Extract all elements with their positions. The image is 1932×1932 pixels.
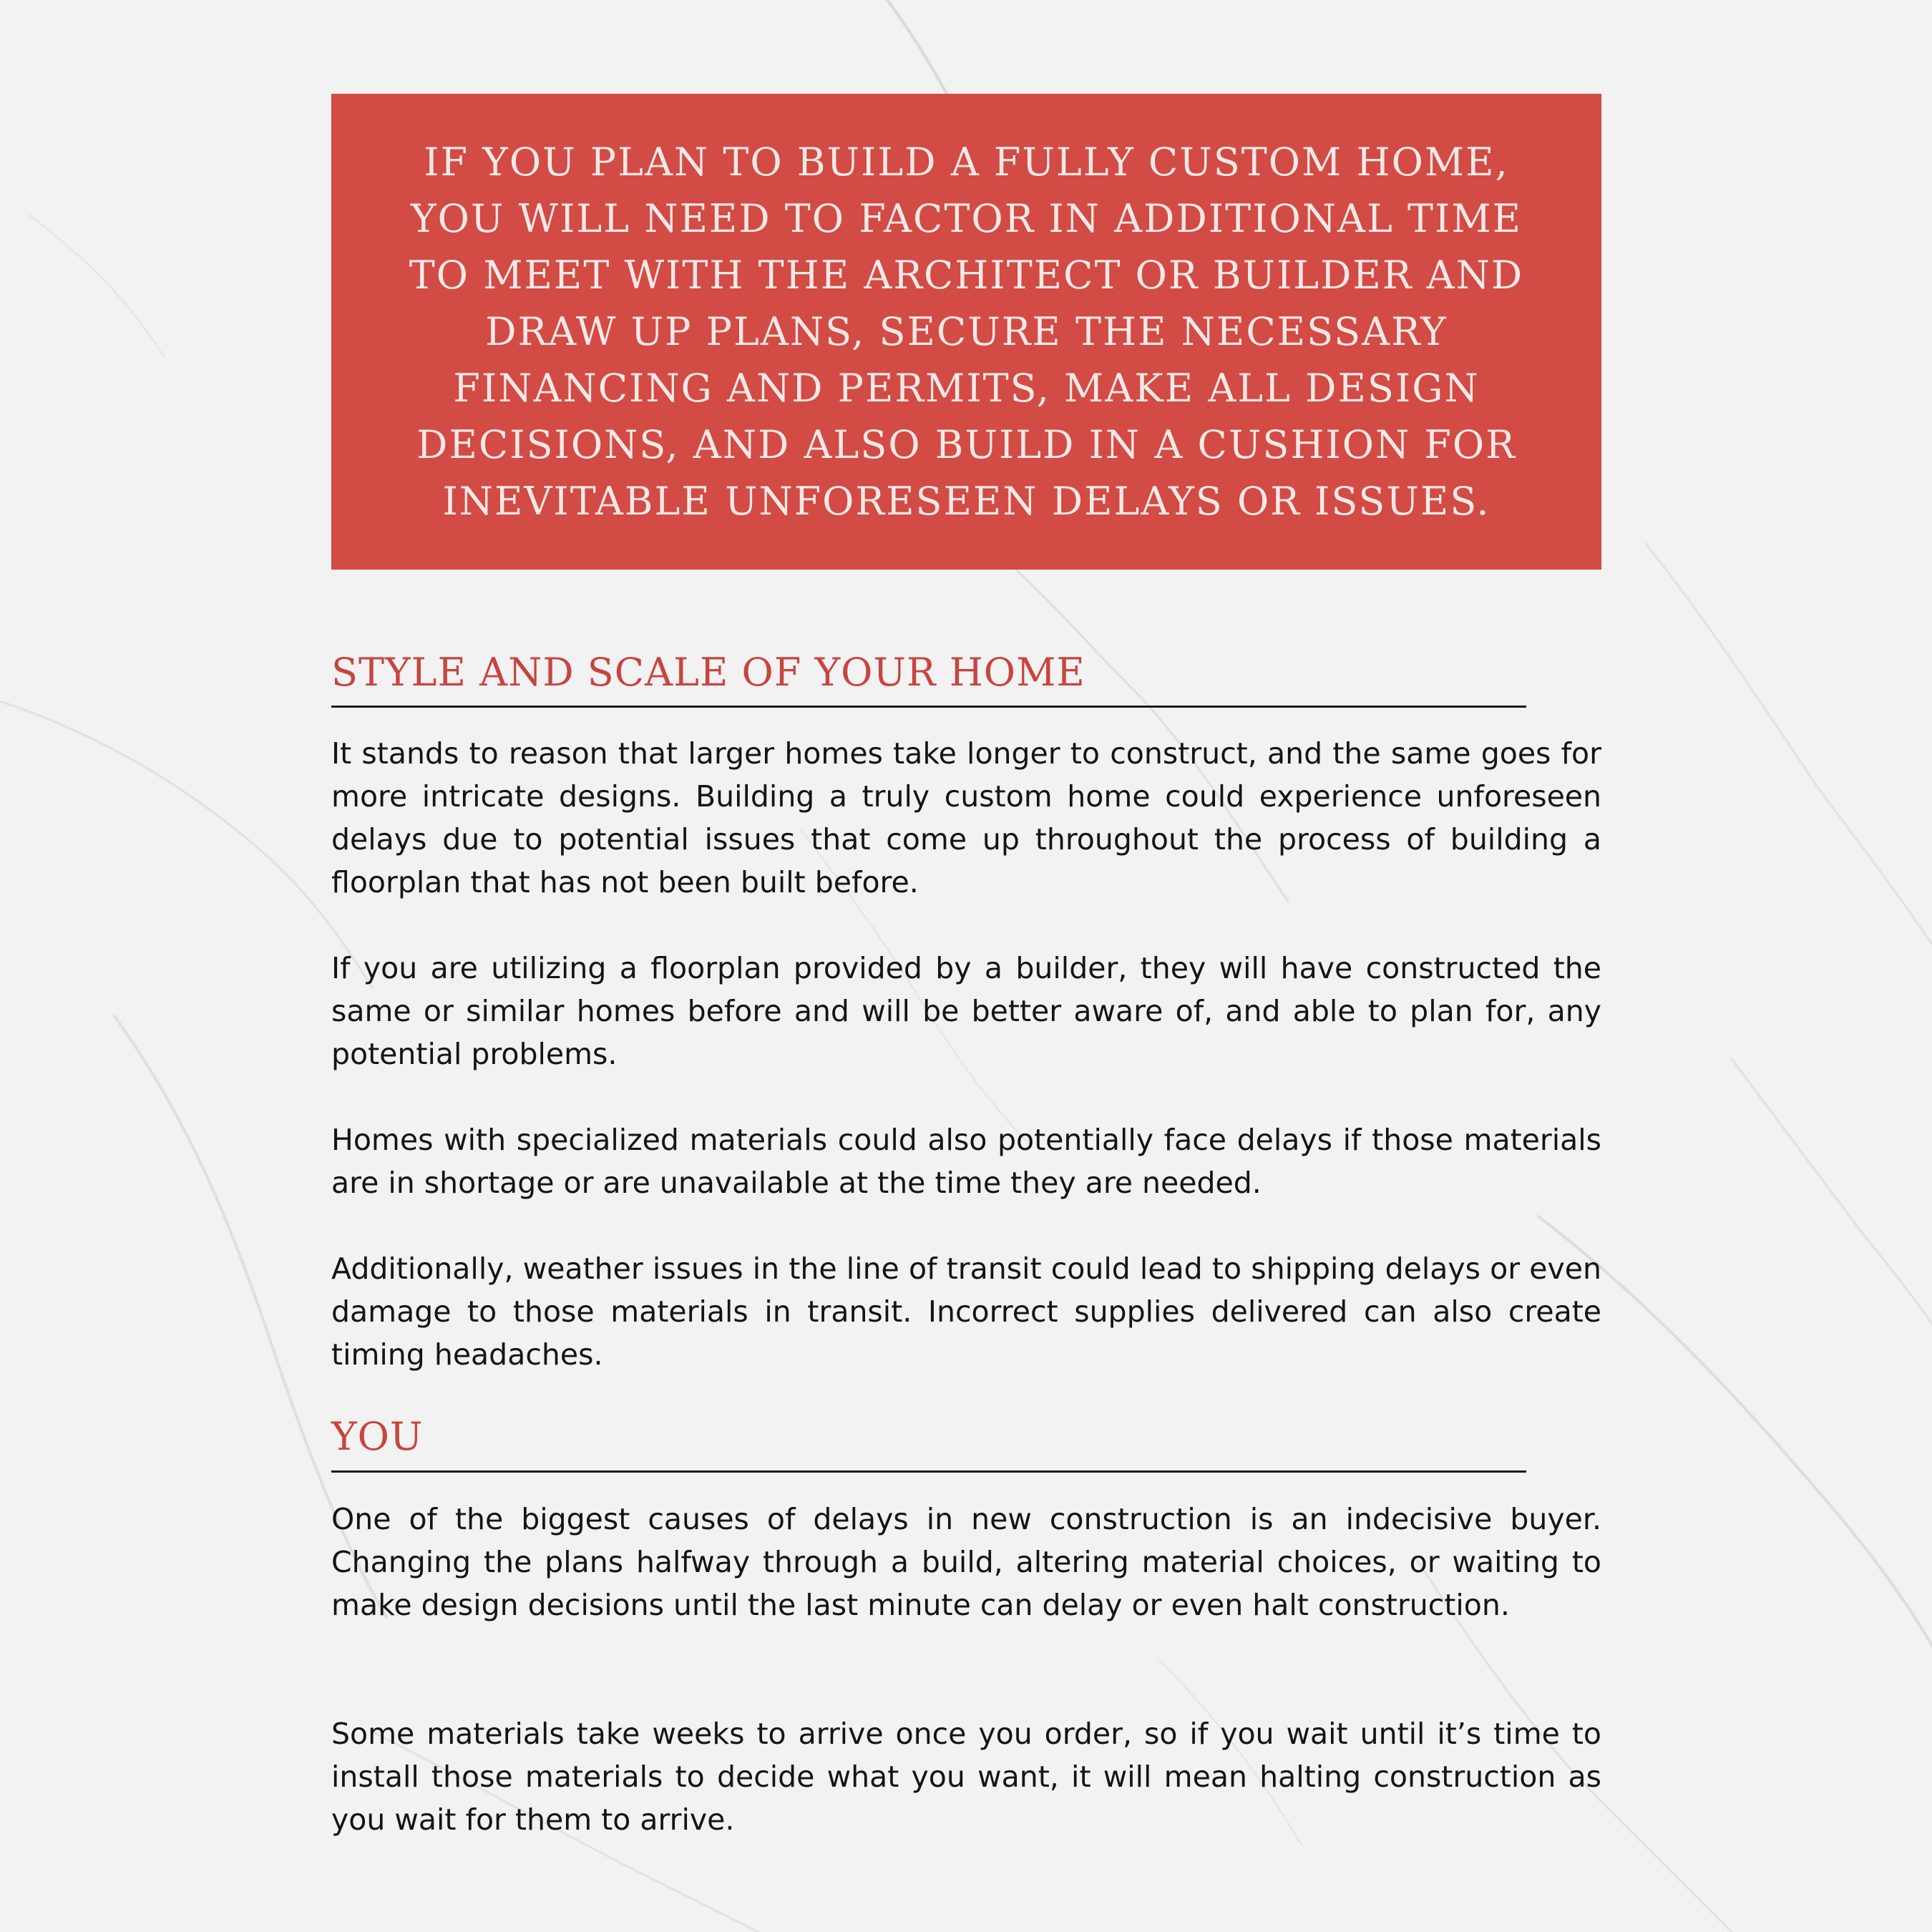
paragraph: Some materials take weeks to arrive once you order, so if you wait until it’s time to install those materials to decide what you want, it will mean halting construction as you wait for them to arrive. xyxy=(331,1717,1601,1837)
paragraph: It stands to reason that larger homes take longer to construct, and the same goes for more intricate designs. Building a truly custom home could experience unforeseen delays due to potential issues that come up throughout the process of building a floorplan that has not been built before. xyxy=(331,736,1601,899)
section-divider-you xyxy=(331,1470,1526,1473)
section-heading-you: YOU xyxy=(331,1414,424,1459)
paragraph: One of the biggest causes of delays in new construction is an indecisive buyer. Changing the plans halfway through a build, altering material choices, or waiting to make design decisions until the last minute can delay or even halt construction. xyxy=(331,1502,1601,1622)
callout-text: IF YOU PLAN TO BUILD A FULLY CUSTOM HOME, YOU WILL NEED TO FACTOR IN ADDITIONAL TIME TO MEET WITH THE ARCHITECT OR BUILDER AND DRAW UP PLANS, SECURE THE NECESSARY FINANCING AND PERMITS, MAKE ALL DESIGN DECISIONS, AND ALSO BUILD IN A CUSHION FOR INEVITABLE UNFORESEEN DELAYS OR ISSUES. xyxy=(409,140,1524,524)
paragraph: Additionally, weather issues in the line of transit could lead to shipping delays or even damage to those materials in transit. Incorrect supplies delivered can also create timing headaches. xyxy=(331,1252,1601,1372)
callout-box xyxy=(331,94,1601,570)
section-heading-style-and-scale: STYLE AND SCALE OF YOUR HOME xyxy=(331,650,1085,695)
paragraph: If you are utilizing a floorplan provided by a builder, they will have constructed the same or similar homes before and will be better aware of, and able to plan for, any potential problems. xyxy=(331,951,1601,1071)
paragraph: Homes with specialized materials could also potentially face delays if those materials are in shortage or are unavailable at the time they are needed. xyxy=(331,1123,1601,1200)
section-divider-style-and-scale xyxy=(331,706,1526,708)
